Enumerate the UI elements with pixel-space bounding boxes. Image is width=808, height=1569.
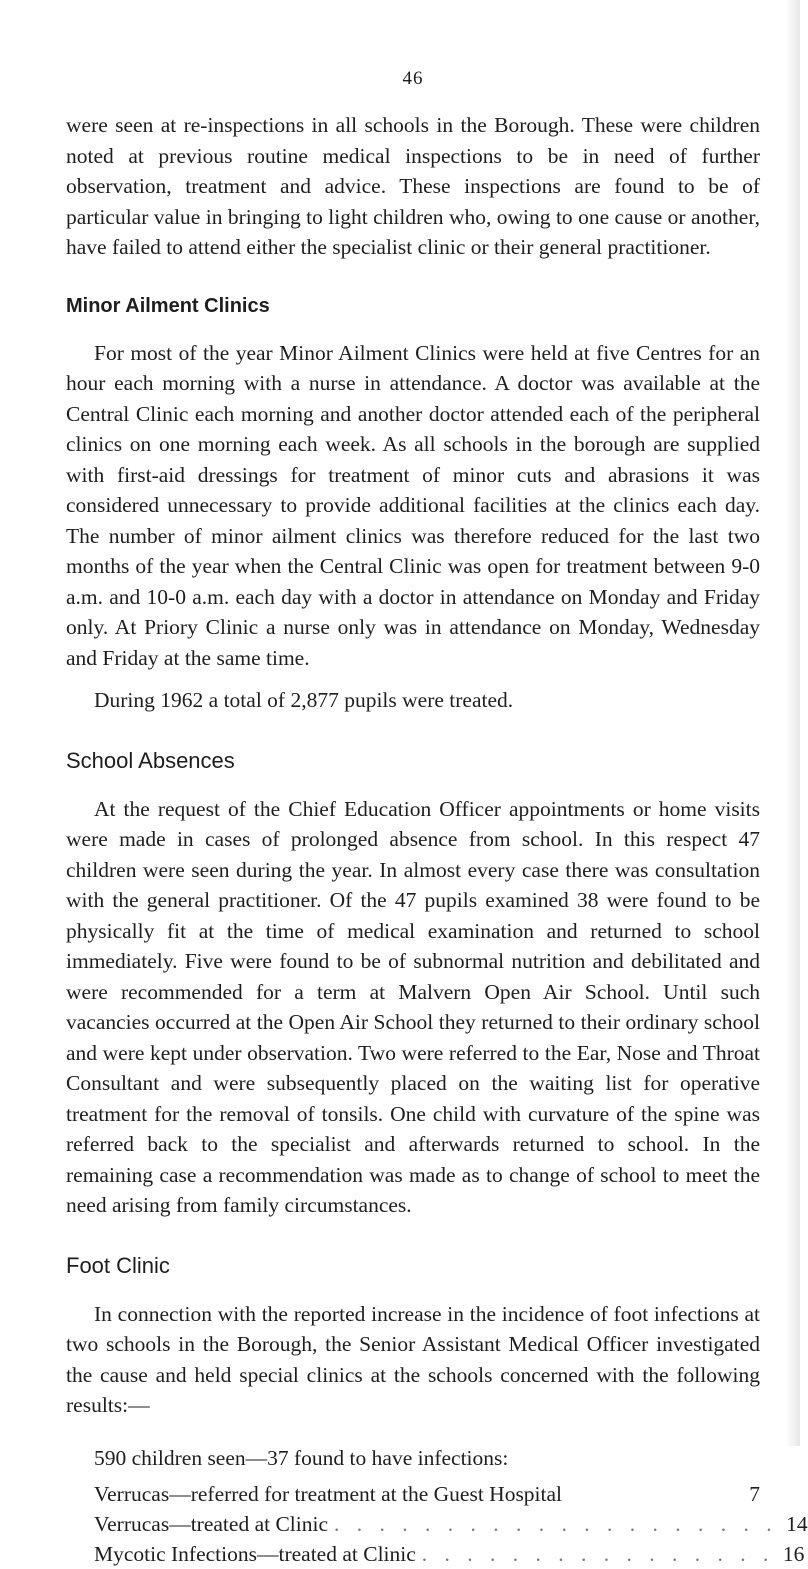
school-absences-heading: School Absences [66,747,235,773]
minor-ailment-paragraph: For most of the year Minor Ailment Clinics were held at five Centres for an hour each morning with a nurse in attendance. A doctor was available at the Central Clinic each morning and another doctor attended each of the peripheral clinics on one morning each week. As all schools in the borough are supplied with first-aid dressings for treatment of minor cuts and abrasions it was considered unnecessary to provide additional facilities at the clinics each day. The number of minor ailment clinics was therefore reduced for the last two months of the year when the Central Clinic was open for treatment between 9-0 a.m. and 10-0 a.m. each day with a doctor in attendance on Monday and Friday only. At Priory Clinic a nurse only was in attendance on Monday, Wednesday and Friday at the same time. [66,340,760,670]
foot-clinic-results [66,1479,808,1569]
leader-dots: . . . . . . . . . . . . . . . . . . . . [334,1512,778,1536]
result-value: 7 [749,1482,760,1506]
minor-ailment-heading: Minor Ailment Clinics [66,294,270,317]
foot-clinic-heading: Foot Clinic [66,1252,170,1278]
foot-clinic-summary: 590 children seen—37 found to have infections: [94,1445,509,1470]
result-row [66,1479,760,1509]
result-row [66,1539,805,1569]
foot-clinic-paragraph: In connection with the reported increase in the incidence of foot infections at two schools in the Borough, the Senior Assistant Medical Officer investigated the cause and held special clinics at the schools concerned with the following results:— [66,1301,760,1417]
result-label: Mycotic Infections—treated at Clinic [94,1542,416,1566]
intro-paragraph: were seen at re-inspections in all schools in the Borough. These were children noted at previous routine medical inspections to be in need of further observation, treatment and advice. These inspections are found to be of particular value in bringing to light children who, owing to one cause or another, have failed to attend either the specialist clinic or their general practitioner. [66,113,760,259]
document-page [66,0,808,1569]
result-row [66,1509,808,1539]
result-label: Verrucas—treated at Clinic [94,1512,329,1536]
result-label: Verrucas—referred for treatment at the Guest Hospital [94,1482,563,1506]
school-absences-paragraph: At the request of the Chief Education Officer appointments or home visits were made in cases of prolonged absence from school. In this respect 47 children were seen during the year. In almost every case there was consultation with the general practitioner. Of the 47 pupils examined 38 were found to be physically fit at the time of medical examination and returned to school immediately. Five were found to be of subnormal nutrition and debilitated and were recommended for a term at Malvern Open Air School. Until such vacancies occurred at the Open Air School they returned to their ordinary school and were kept under observation. Two were referred to the Ear, Nose and Throat Consultant and were subsequently placed on the waiting list for operative treatment for the removal of tonsils. One child with curvature of the spine was referred back to the specialist and afterwards returned to school. In the remaining case a recommendation was made as to change of school to meet the need arising from family circumstances. [66,796,760,1217]
minor-ailment-total: During 1962 a total of 2,877 pupils were treated. [94,688,514,712]
result-value: 14 [786,1512,808,1536]
result-value: 16 [782,1542,805,1566]
leader-dots [562,1479,736,1509]
leader-dots: . . . . . . . . . . . . . . . . [421,1542,775,1566]
page-edge-shadow [786,0,800,1446]
page-number: 46 [402,68,424,89]
